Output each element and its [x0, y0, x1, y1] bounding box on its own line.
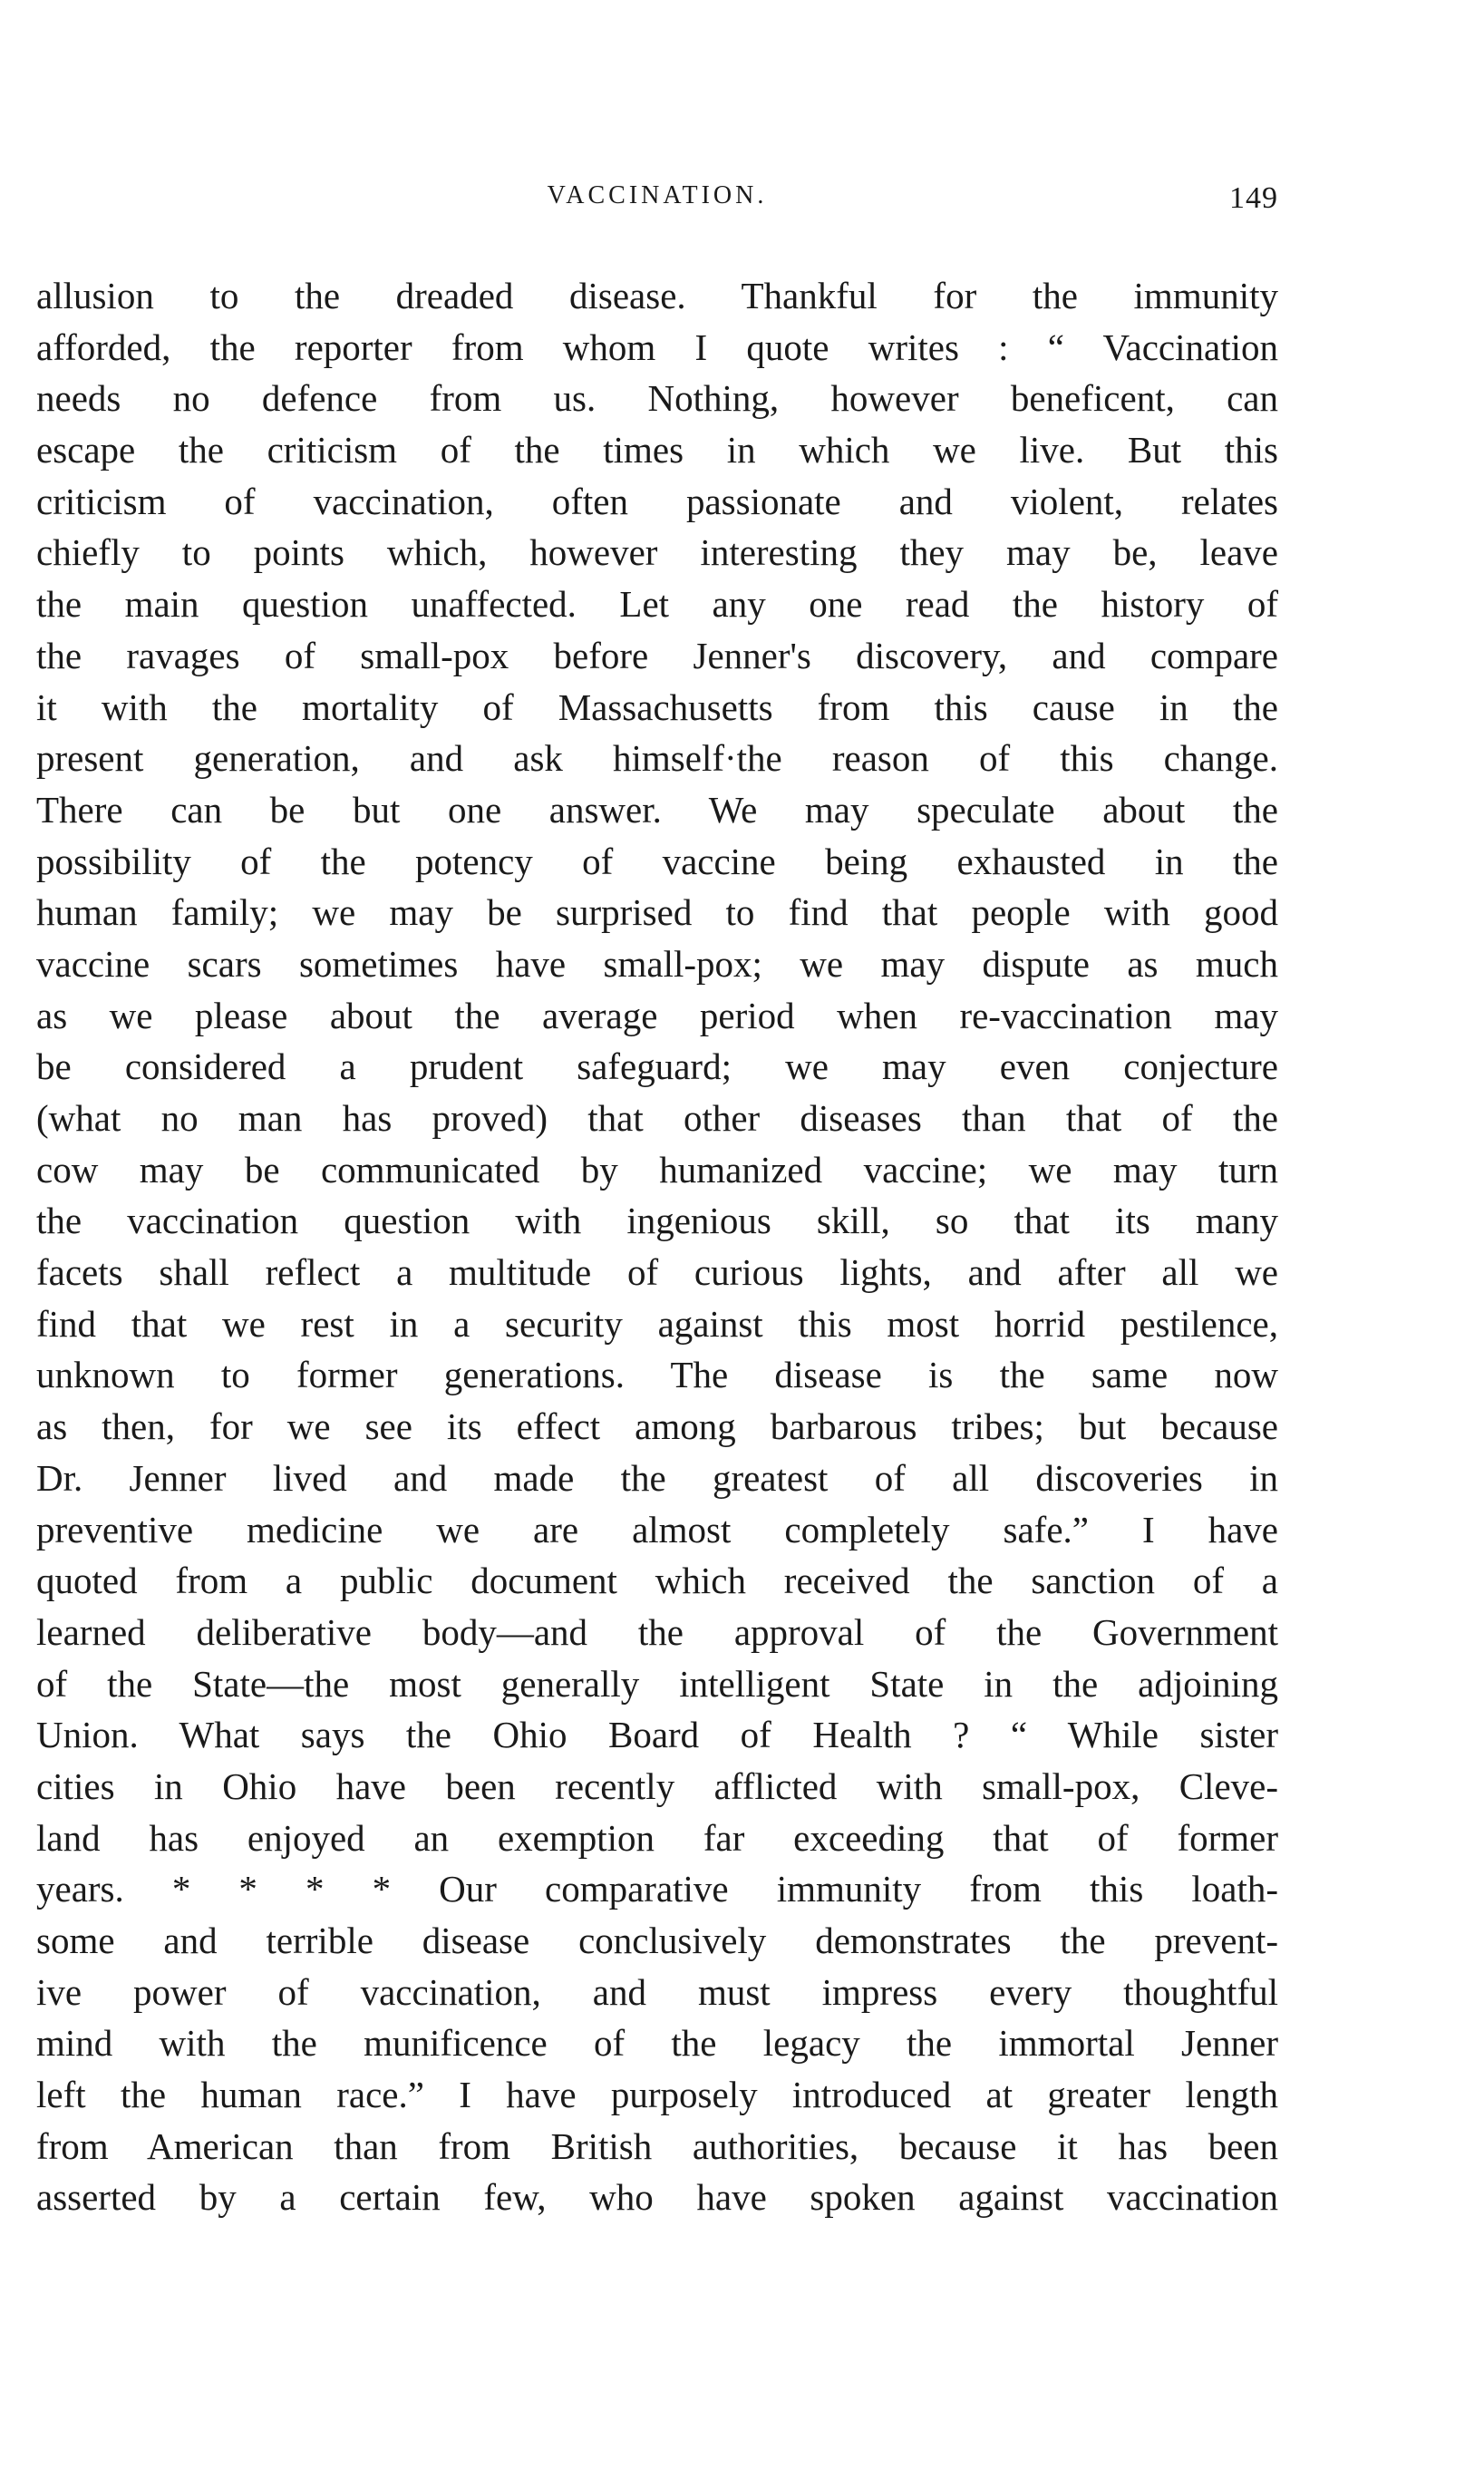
text-line: present generation, and ask himself·the reason of this change. [36, 737, 1278, 780]
text-line: chiefly to points which, however interesting they may be, leave [36, 531, 1278, 574]
text-line: allusion to the dreaded disease. Thankful for the immunity [36, 275, 1278, 316]
text-line: preventive medicine we are almost completely safe.” I have [36, 1508, 1278, 1550]
text-line: Dr. Jenner lived and made the greatest of all discoveries in [36, 1456, 1278, 1499]
text-line: cow may be communicated by humanized vaccine; we may turn [36, 1148, 1278, 1191]
text-line: the main question unaffected. Let any one read the history of [36, 583, 1278, 626]
text-line: find that we rest in a security against this most horrid pestilence, [36, 1302, 1278, 1345]
body-paragraph [36, 270, 1278, 2223]
text-line: unknown to former generations. The disease is the same now [36, 1354, 1278, 1396]
text-line: of the State—the most generally intelligent State in the adjoining [36, 1662, 1278, 1705]
text-line: quoted from a public document which received the sanction of a [36, 1560, 1278, 1602]
text-line: be considered a prudent safeguard; we may even conjecture [36, 1045, 1278, 1088]
text-line: asserted by a certain few, who have spoken against vaccination [36, 2176, 1278, 2219]
text-line: left the human race.” I have purposely introduced at greater length [36, 2074, 1278, 2116]
text-line: afforded, the reporter from whom I quote writes : “ Vaccination [36, 326, 1278, 368]
text-line: There can be but one answer. We may speculate about the [36, 788, 1278, 831]
running-head [36, 181, 1278, 227]
page-number: 149 [1229, 181, 1278, 215]
text-line: (what no man has proved) that other diseases than that of the [36, 1097, 1278, 1139]
text-line: land has enjoyed an exemption far exceeding that of former [36, 1816, 1278, 1859]
text-line: some and terrible disease conclusively demonstrates the prevent- [36, 1920, 1278, 1961]
text-line: the vaccination question with ingenious skill, so that its many [36, 1200, 1278, 1242]
text-line: escape the criticism of the times in which we live. But this [36, 429, 1278, 471]
text-line: possibility of the potency of vaccine being exhausted in the [36, 840, 1278, 882]
text-line: the ravages of small-pox before Jenner's discovery, and compare [36, 634, 1278, 676]
text-line: needs no defence from us. Nothing, however beneficent, can [36, 377, 1278, 420]
text-line: facets shall reflect a multitude of curious lights, and after all we [36, 1251, 1278, 1294]
text-line: as we please about the average period when re-vaccination may [36, 994, 1278, 1036]
text-line: Union. What says the Ohio Board of Health ? “ While sister [36, 1714, 1278, 1756]
text-line: as then, for we see its effect among barbarous tribes; but because [36, 1405, 1278, 1448]
text-line: cities in Ohio have been recently afflicted with small-pox, Cleve- [36, 1764, 1278, 1807]
text-line: vaccine scars sometimes have small-pox; we may dispute as much [36, 942, 1278, 985]
text-line: it with the mortality of Massachusetts from this cause in the [36, 685, 1278, 728]
text-line: mind with the munificence of the legacy the immortal Jenner [36, 2022, 1278, 2065]
text-line: human family; we may be surprised to find that people with good [36, 891, 1278, 934]
running-title: VACCINATION. [547, 181, 768, 209]
text-line: learned deliberative body—and the approval of the Government [36, 1610, 1278, 1653]
text-line: criticism of vaccination, often passionate and violent, relates [36, 480, 1278, 522]
text-line: ive power of vaccination, and must impress every thoughtful [36, 1970, 1278, 2013]
text-line: from American than from British authorities, because it has been [36, 2124, 1278, 2167]
text-line: years. * * * * Our comparative immunity from this loath- [36, 1868, 1278, 1910]
